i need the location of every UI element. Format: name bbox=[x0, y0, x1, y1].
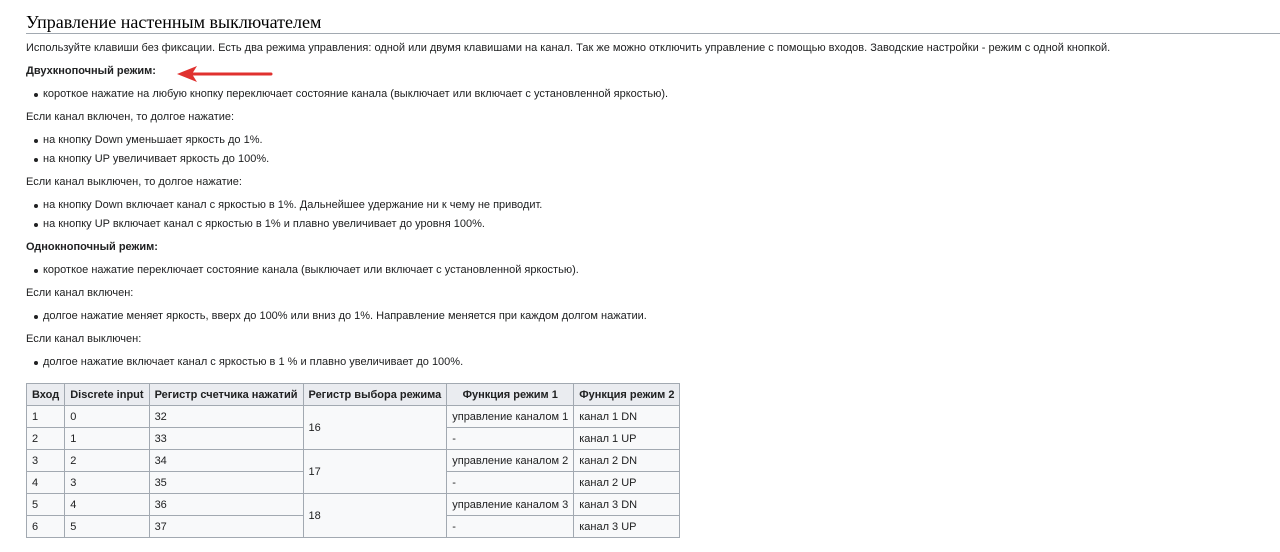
section-title: Управление настенным выключателем bbox=[26, 0, 1280, 34]
inputs-table bbox=[26, 383, 680, 538]
header-mode: Регистр выбора режима bbox=[303, 384, 447, 406]
cell-func1: управление каналом 3 bbox=[447, 494, 574, 516]
cell-discrete: 3 bbox=[65, 472, 149, 494]
cell-input: 6 bbox=[27, 516, 65, 538]
cell-input: 4 bbox=[27, 472, 65, 494]
cell-func2: канал 1 UP bbox=[574, 428, 680, 450]
cell-discrete: 5 bbox=[65, 516, 149, 538]
list-item: долгое нажатие включает канал с яркостью в 1 % и плавно увеличивает до 100%. bbox=[26, 355, 1280, 369]
two-button-on-text: Если канал включен, то долгое нажатие: bbox=[26, 111, 235, 123]
cell-input: 1 bbox=[27, 406, 65, 428]
one-button-on-text: Если канал включен: bbox=[26, 287, 134, 299]
cell-discrete: 0 bbox=[65, 406, 149, 428]
table-header-row bbox=[27, 384, 680, 406]
two-button-off-list bbox=[26, 198, 1280, 231]
one-button-on-list bbox=[26, 309, 1280, 323]
table-row bbox=[27, 450, 680, 472]
one-button-off-text: Если канал выключен: bbox=[26, 333, 142, 345]
one-button-heading: Однокнопочный режим: bbox=[26, 241, 158, 253]
cell-func1: - bbox=[447, 428, 574, 450]
one-button-off-list bbox=[26, 355, 1280, 369]
cell-discrete: 4 bbox=[65, 494, 149, 516]
cell-input: 3 bbox=[27, 450, 65, 472]
cell-func2: канал 3 DN bbox=[574, 494, 680, 516]
cell-counter: 35 bbox=[149, 472, 303, 494]
two-button-off-text: Если канал выключен, то долгое нажатие: bbox=[26, 176, 242, 188]
cell-input: 5 bbox=[27, 494, 65, 516]
list-item: долгое нажатие меняет яркость, вверх до 100% или вниз до 1%. Направление меняется при каждом долгом нажатии. bbox=[26, 309, 1280, 323]
cell-func2: канал 2 DN bbox=[574, 450, 680, 472]
two-button-on-list bbox=[26, 133, 1280, 166]
intro-text: Используйте клавиши без фиксации. Есть два режима управления: одной или двумя клавишами на канал. Так же можно отключить управление с помощью входов. Заводские настройки - режим с одной кнопкой. bbox=[26, 42, 1111, 54]
list-item: короткое нажатие на любую кнопку переключает состояние канала (выключает или включает с установленной яркостью). bbox=[26, 87, 1280, 101]
cell-mode: 16 bbox=[303, 406, 447, 450]
table-row bbox=[27, 494, 680, 516]
cell-func1: - bbox=[447, 472, 574, 494]
cell-counter: 33 bbox=[149, 428, 303, 450]
list-item: на кнопку Down включает канал с яркостью в 1%. Дальнейшее удержание ни к чему не приводит. bbox=[26, 198, 1280, 212]
header-func2: Функция режим 2 bbox=[574, 384, 680, 406]
two-button-heading: Двухкнопочный режим: bbox=[26, 65, 156, 77]
cell-counter: 32 bbox=[149, 406, 303, 428]
list-item: короткое нажатие переключает состояние канала (выключает или включает с установленной яркостью). bbox=[26, 263, 1280, 277]
list-item: на кнопку UP включает канал с яркостью в 1% и плавно увеличивает до уровня 100%. bbox=[26, 217, 1280, 231]
header-input: Вход bbox=[27, 384, 65, 406]
header-discrete: Discrete input bbox=[65, 384, 149, 406]
cell-mode: 17 bbox=[303, 450, 447, 494]
cell-func1: управление каналом 1 bbox=[447, 406, 574, 428]
list-item: на кнопку UP увеличивает яркость до 100%. bbox=[26, 152, 1280, 166]
list-item: на кнопку Down уменьшает яркость до 1%. bbox=[26, 133, 1280, 147]
cell-func1: управление каналом 2 bbox=[447, 450, 574, 472]
cell-discrete: 2 bbox=[65, 450, 149, 472]
cell-counter: 37 bbox=[149, 516, 303, 538]
header-counter: Регистр счетчика нажатий bbox=[149, 384, 303, 406]
cell-func2: канал 1 DN bbox=[574, 406, 680, 428]
cell-func2: канал 3 UP bbox=[574, 516, 680, 538]
cell-mode: 18 bbox=[303, 494, 447, 538]
cell-discrete: 1 bbox=[65, 428, 149, 450]
cell-func1: - bbox=[447, 516, 574, 538]
one-button-short-list bbox=[26, 263, 1280, 277]
cell-counter: 34 bbox=[149, 450, 303, 472]
red-arrow-left-icon bbox=[175, 63, 275, 85]
cell-input: 2 bbox=[27, 428, 65, 450]
two-button-short-list bbox=[26, 87, 1280, 101]
table-row bbox=[27, 406, 680, 428]
header-func1: Функция режим 1 bbox=[447, 384, 574, 406]
cell-counter: 36 bbox=[149, 494, 303, 516]
cell-func2: канал 2 UP bbox=[574, 472, 680, 494]
